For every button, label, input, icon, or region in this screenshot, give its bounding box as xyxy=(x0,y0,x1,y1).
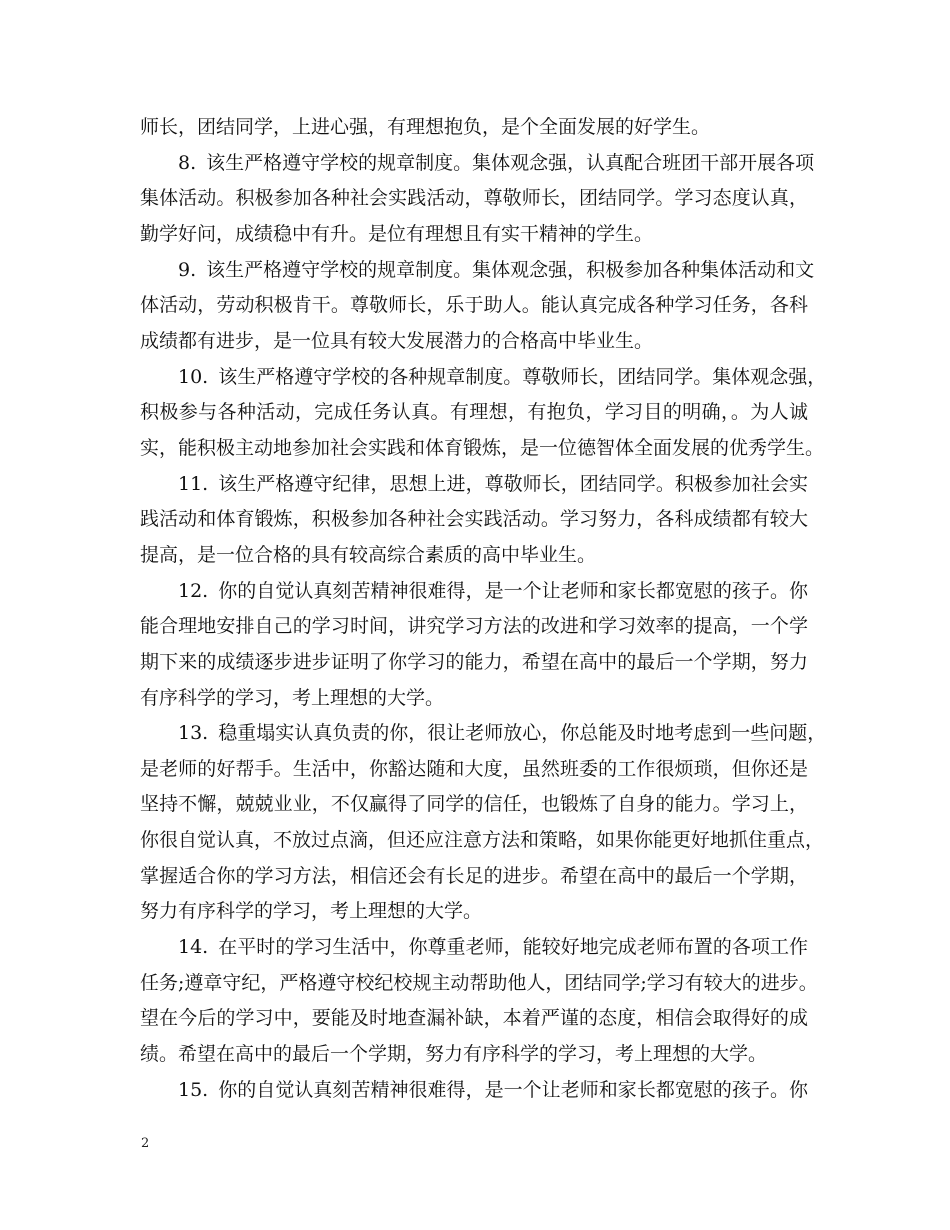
text-line xyxy=(140,1073,808,1109)
text-line: 绩。希望在高中的最后一个学期，努力有序科学的学习，考上理想的大学。 xyxy=(140,1043,768,1066)
line-text: 该生严格遵守学校的规章制度。集体观念强，认真配合班团干部开展各项 xyxy=(206,151,815,174)
item-number: 10. xyxy=(178,365,209,388)
text-line: 实，能积极主动地参加社会实践和体育锻炼，是一位德智体全面发展的优秀学生。 xyxy=(140,436,825,459)
text-line: 成绩都有进步，是一位具有较大发展潜力的合格高中毕业生。 xyxy=(140,329,654,352)
text-line xyxy=(140,467,808,503)
text-line: 提高，是一位合格的具有较高综合素质的高中毕业生。 xyxy=(140,543,597,566)
text-line: 任务;遵章守纪，严格遵守校纪校规主动帮助他人，团结同学;学习有较大的进步。 xyxy=(140,971,818,994)
line-text: 你的自觉认真刻苦精神很难得，是一个让老师和家长都宽慰的孩子。你 xyxy=(218,1078,808,1101)
list-item-15 xyxy=(140,1073,808,1109)
text-line xyxy=(140,253,815,289)
list-item-11 xyxy=(140,467,808,574)
line-text: 稳重塌实认真负责的你，很让老师放心，你总能及时地考虑到一些问题， xyxy=(218,722,827,745)
item-number: 11. xyxy=(178,472,209,495)
list-item-14 xyxy=(140,930,818,1073)
item-number: 12. xyxy=(178,579,209,602)
text-line: 师长，团结同学，上进心强，有理想抱负，是个全面发展的好学生。 xyxy=(140,116,711,138)
text-line: 勤学好问，成绩稳中有升。是位有理想且有实干精神的学生。 xyxy=(140,222,654,245)
body-text xyxy=(140,110,827,1108)
list-item-8 xyxy=(140,146,815,253)
list-item-13 xyxy=(140,716,827,930)
text-line: 集体活动。积极参加各种社会实践活动，尊敬师长，团结同学。学习态度认真， xyxy=(140,187,808,210)
text-line: 践活动和体育锻炼，积极参加各种社会实践活动。学习努力，各科成绩都有较大 xyxy=(140,508,808,531)
item-number: 8. xyxy=(178,151,197,174)
text-line xyxy=(140,574,808,610)
item-number: 15. xyxy=(178,1078,209,1101)
item-number: 14. xyxy=(178,936,209,959)
text-line xyxy=(140,930,808,966)
line-text: 该生严格遵守学校的各种规章制度。尊敬师长，团结同学。集体观念强， xyxy=(218,365,827,388)
text-line: 努力有序科学的学习，考上理想的大学。 xyxy=(140,900,483,923)
text-line: 是老师的好帮手。生活中，你豁达随和大度，虽然班委的工作很烦琐，但你还是 xyxy=(140,757,808,780)
paragraph-continued xyxy=(140,110,808,146)
line-text: 该生严格遵守纪律，思想上进，尊敬师长，团结同学。积极参加社会实 xyxy=(218,472,808,495)
text-line: 期下来的成绩逐步进步证明了你学习的能力，希望在高中的最后一个学期，努力 xyxy=(140,650,808,673)
line-text: 你的自觉认真刻苦精神很难得，是一个让老师和家长都宽慰的孩子。你 xyxy=(218,579,808,602)
text-line: 有序科学的学习，考上理想的大学。 xyxy=(140,686,445,709)
text-line: 体活动，劳动积极肯干。尊敬师长，乐于助人。能认真完成各种学习任务，各科 xyxy=(140,294,808,317)
text-line xyxy=(140,360,827,396)
text-line xyxy=(140,716,827,752)
page-number: 2 xyxy=(141,1136,150,1151)
text-line xyxy=(140,146,815,182)
text-line: 积极参与各种活动，完成任务认真。有理想，有抱负，学习目的明确，。为人诚 xyxy=(140,401,808,424)
text-line: 坚持不懈，兢兢业业，不仅赢得了同学的信任，也锻炼了自身的能力。学习上， xyxy=(140,793,808,816)
text-line: 望在今后的学习中，要能及时地查漏补缺，本着严谨的态度，相信会取得好的成 xyxy=(140,1007,808,1030)
line-text: 在平时的学习生活中，你尊重老师，能较好地完成老师布置的各项工作 xyxy=(218,936,808,959)
item-number: 9. xyxy=(178,258,197,281)
line-text: 该生严格遵守学校的规章制度。集体观念强，积极参加各种集体活动和文 xyxy=(206,258,815,281)
list-item-9 xyxy=(140,253,815,360)
text-line: 你很自觉认真，不放过点滴，但还应注意方法和策略，如果你能更好地抓住重点， xyxy=(140,829,825,852)
text-line: 能合理地安排自己的学习时间，讲究学习方法的改进和学习效率的提高，一个学 xyxy=(140,615,808,638)
item-number: 13. xyxy=(178,722,209,745)
text-line: 掌握适合你的学习方法，相信还会有长足的进步。希望在高中的最后一个学期， xyxy=(140,864,808,887)
list-item-12 xyxy=(140,574,808,717)
list-item-10 xyxy=(140,360,827,467)
